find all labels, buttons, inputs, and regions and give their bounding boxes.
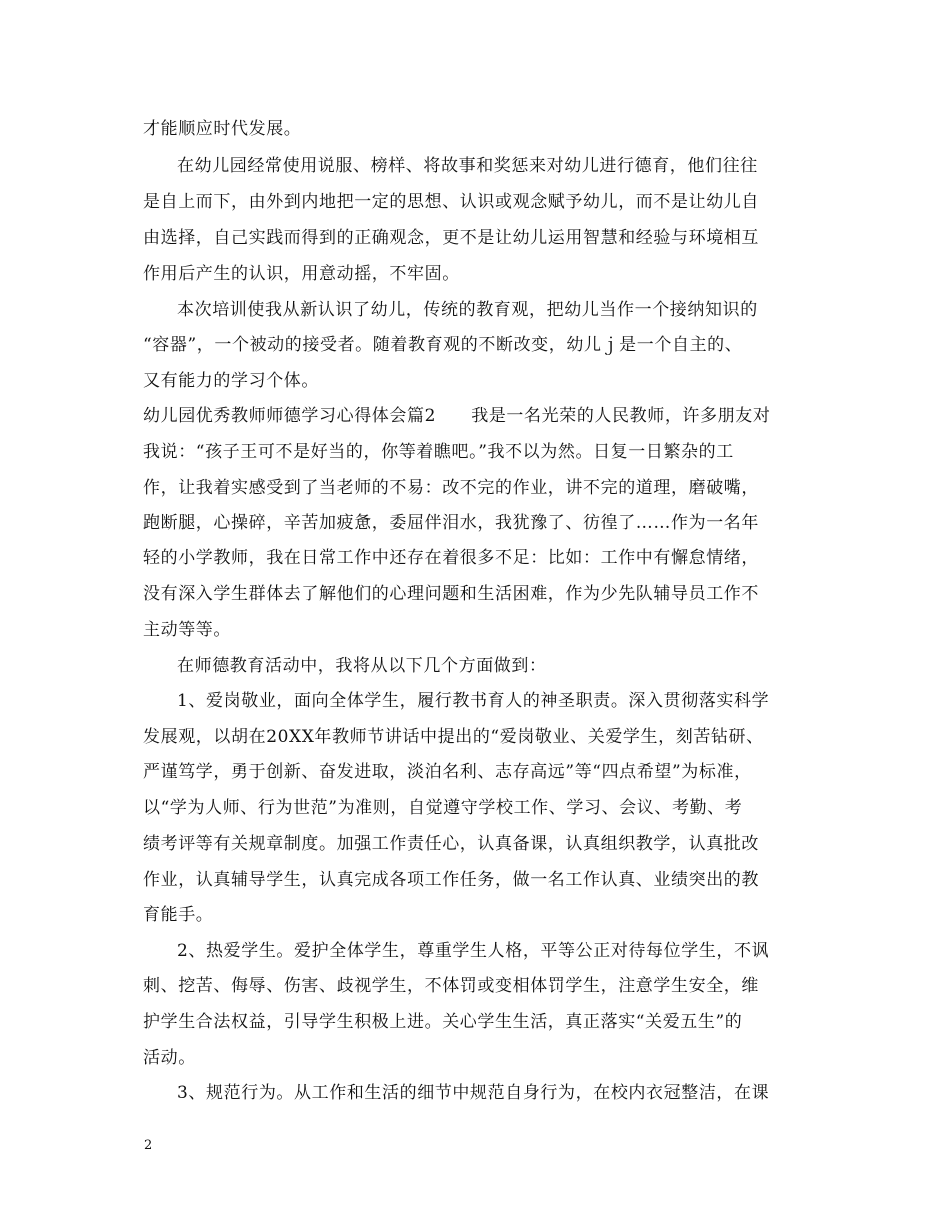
text-line: 跑断腿，心操碎，辛苦加疲惫，委屈伴泪水，我犹豫了、彷徨了……作为一名年 bbox=[143, 513, 759, 533]
text-line: 严谨笃学，勇于创新、奋发进取，淡泊名利、志存高远”等“四点希望”为标准， bbox=[143, 762, 752, 782]
text-line: 本次培训使我从新认识了幼儿，传统的教育观，把幼儿当作一个接纳知识的 bbox=[177, 300, 758, 320]
text-line: 护学生合法权益，引导学生积极上进。关心学生生活，真正落实“关爱五生”的 bbox=[143, 1012, 743, 1032]
text-line: 才能顺应时代发展。 bbox=[143, 119, 302, 139]
text-line: 是自上而下，由外到内地把一定的思想、认识或观念赋予幼儿，而不是让幼儿自 bbox=[143, 192, 759, 212]
text-line: 在师德教育活动中，我将从以下几个方面做到： bbox=[177, 656, 547, 676]
text-line: 3、规范行为。从工作和生活的细节中规范自身行为，在校内衣冠整洁，在课 bbox=[177, 1083, 770, 1103]
text-line: 没有深入学生群体去了解他们的心理问题和生活困难，作为少先队辅导员工作不 bbox=[143, 584, 759, 604]
text-line: 发展观，以胡在20XX年教师节讲话中提出的“爱岗敬业、关爱学生，刻苦钻研、 bbox=[143, 727, 764, 747]
section-heading-line: 幼儿园优秀教师师德学习心得体会篇2 我是一名光荣的人民教师，许多朋友对 bbox=[143, 406, 771, 426]
text-line: 作用后产生的认识，用意动摇，不牢固。 bbox=[143, 264, 460, 284]
text-line: 刺、挖苦、侮辱、伤害、歧视学生，不体罚或变相体罚学生，注意学生安全，维 bbox=[143, 976, 759, 996]
text-line: 又有能力的学习个体。 bbox=[143, 371, 319, 391]
text-line: 轻的小学教师，我在日常工作中还存在着很多不足：比如：工作中有懈怠情绪， bbox=[143, 548, 759, 568]
text-line: 活动。 bbox=[143, 1048, 196, 1068]
text-line: 1、爱岗敬业，面向全体学生，履行教书育人的神圣职责。深入贯彻落实科学 bbox=[177, 691, 770, 711]
text-line: 作业，认真辅导学生，认真完成各项工作任务，做一名工作认真、业绩突出的教 bbox=[143, 870, 759, 890]
text-line: 由选择，自己实践而得到的正确观念，更不是让幼儿运用智慧和经验与环境相互 bbox=[143, 228, 759, 248]
text-line: 绩考评等有关规章制度。加强工作责任心，认真备课，认真组织教学，认真批改 bbox=[143, 834, 759, 854]
text-line: 作，让我着实感受到了当老师的不易：改不完的作业，讲不完的道理，磨破嘴， bbox=[143, 478, 759, 498]
text-line: 以“学为人师、行为世范”为准则，自觉遵守学校工作、学习、会议、考勤、考 bbox=[143, 798, 743, 818]
text-line: 2、热爱学生。爱护全体学生，尊重学生人格，平等公正对待每位学生，不讽 bbox=[177, 941, 770, 961]
text-line: 在幼儿园经常使用说服、榜样、将故事和奖惩来对幼儿进行德育，他们往往 bbox=[177, 156, 758, 176]
text-line: 育能手。 bbox=[143, 905, 214, 925]
text-line: 主动等等。 bbox=[143, 620, 231, 640]
text-line: 我说：“孩子王可不是好当的，你等着瞧吧。”我不以为然。日复一日繁杂的工 bbox=[143, 442, 734, 462]
text-line: “容器”，一个被动的接受者。随着教育观的不断改变，幼儿ｊ是一个自主的、 bbox=[143, 335, 743, 355]
page-number: 2 bbox=[144, 1138, 153, 1153]
